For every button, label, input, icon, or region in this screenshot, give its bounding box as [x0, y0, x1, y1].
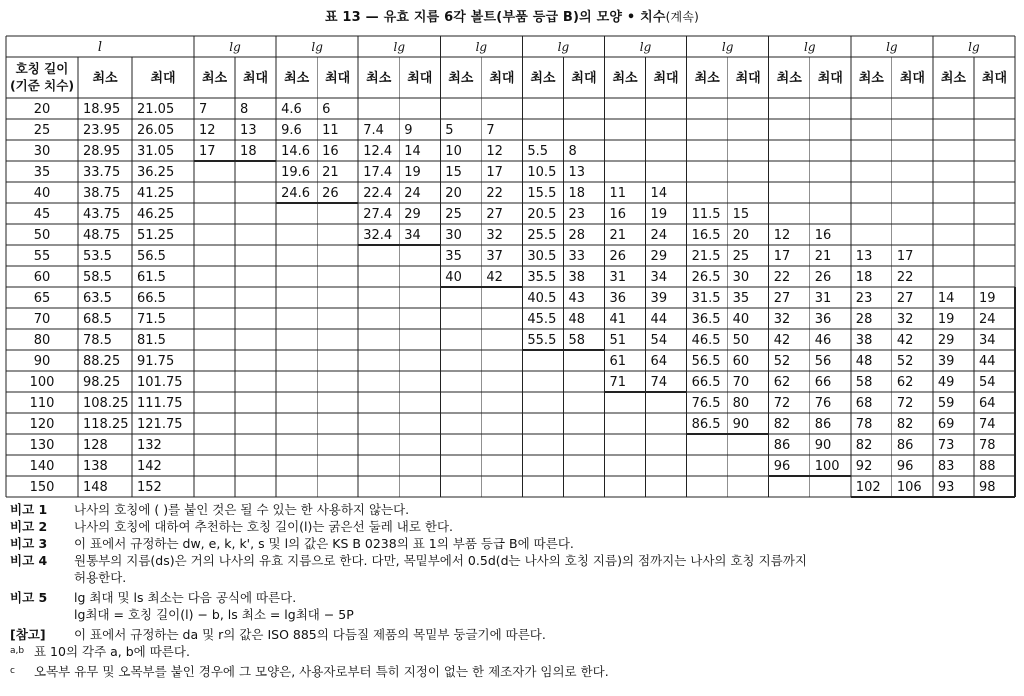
cell-lg-min: 20.5 [527, 207, 557, 222]
note-label: [참고] [10, 627, 46, 642]
cell-lg-min: 76.5 [691, 396, 721, 411]
cell-lg-min: 68 [855, 396, 873, 411]
cell-nominal: 65 [33, 291, 51, 306]
cell-lg-max: 62 [896, 375, 914, 390]
note-row [10, 501, 409, 518]
cell-lg-max: 66 [814, 375, 832, 390]
cell-lg-max: 29 [650, 249, 668, 264]
note-row [10, 589, 296, 606]
cell-lg-min: 7.4 [363, 123, 384, 138]
note-label: 비고 3 [10, 536, 48, 551]
cell-lg-min: 61 [609, 354, 627, 369]
cell-nominal: 30 [33, 144, 51, 159]
cell-lg-max: 42 [486, 270, 503, 285]
cell-lg-max: 22 [896, 270, 914, 285]
notes-section [10, 501, 1016, 694]
cell-lg-max: 37 [486, 249, 503, 264]
cell-lg-min: 46.5 [691, 333, 721, 348]
cell-l-min: 43.75 [83, 207, 121, 222]
cell-nominal: 25 [33, 123, 51, 138]
cell-lg-min: 83 [937, 459, 955, 474]
cell-l-max: 101.75 [137, 375, 183, 390]
cell-lg-min: 92 [855, 459, 873, 474]
header-lg-min: 최소 [284, 71, 310, 86]
cell-lg-max: 17 [486, 165, 503, 180]
header-lg-max: 최대 [899, 71, 925, 86]
cell-lg-min: 82 [855, 438, 873, 453]
cell-lg-min: 19.6 [281, 165, 311, 180]
note-text: lg 최대 및 ls 최소는 다음 공식에 따른다. [74, 590, 297, 605]
cell-lg-max: 90 [732, 417, 750, 432]
cell-lg-min: 86.5 [691, 417, 721, 432]
note-row [10, 606, 354, 623]
cell-l-max: 121.75 [137, 417, 183, 432]
cell-lg-max: 32 [896, 312, 914, 327]
header-lg-max: 최대 [407, 71, 433, 86]
cell-lg-max: 30 [732, 270, 750, 285]
cell-lg-min: 71 [609, 375, 627, 390]
cell-lg-min: 14 [937, 291, 955, 306]
cell-l-max: 66.5 [137, 291, 166, 306]
cell-lg-max: 106 [896, 480, 922, 495]
cell-lg-max: 24 [978, 312, 996, 327]
cell-lg-max: 19 [650, 207, 668, 222]
cell-nominal: 110 [29, 396, 55, 411]
cell-lg-min: 35 [445, 249, 462, 264]
cell-lg-min: 11.5 [691, 207, 721, 222]
note-text: 이 표에서 규정하는 da 및 r의 값은 ISO 885의 다듬질 제품의 목밑부 둥글기에 따른다. [74, 627, 546, 642]
header-lg: lg [229, 40, 241, 54]
cell-lg-max: 16 [814, 228, 832, 243]
cell-lg-min: 22 [773, 270, 791, 285]
note-label: 비고 1 [10, 502, 48, 517]
cell-l-min: 108.25 [83, 396, 129, 411]
cell-lg-max: 11 [322, 123, 339, 138]
cell-l-max: 61.5 [137, 270, 166, 285]
header-lg: lg [639, 40, 652, 54]
cell-l-min: 33.75 [83, 165, 121, 180]
cell-lg-max: 70 [732, 375, 750, 390]
cell-lg-max: 50 [732, 333, 750, 348]
cell-l-min: 48.75 [83, 228, 121, 243]
cell-l-min: 118.25 [83, 417, 129, 432]
note-text: 나사의 호칭에 ( )를 붙인 것은 될 수 있는 한 사용하지 않는다. [74, 502, 410, 517]
cell-lg-max: 17 [896, 249, 914, 264]
header-lg: lg [803, 40, 816, 54]
cell-lg-min: 48 [855, 354, 873, 369]
cell-l-min: 53.5 [83, 249, 112, 264]
cell-nominal: 55 [33, 249, 51, 264]
cell-l-min: 68.5 [83, 312, 112, 327]
cell-lg-min: 45.5 [527, 312, 557, 327]
cell-l-max: 41.25 [137, 186, 175, 201]
header-lg-min: 최소 [776, 71, 802, 86]
cell-lg-max: 96 [896, 459, 914, 474]
cell-lg-max: 46 [814, 333, 832, 348]
header-lg-max: 최대 [489, 71, 515, 86]
cell-nominal: 40 [33, 186, 51, 201]
cell-lg-min: 23 [855, 291, 873, 306]
cell-lg-min: 14.6 [281, 144, 311, 159]
note-row [10, 643, 190, 660]
cell-lg-min: 38 [855, 333, 873, 348]
cell-lg-min: 12.4 [363, 144, 393, 159]
cell-l-max: 71.5 [137, 312, 166, 327]
cell-l-max: 31.05 [137, 144, 175, 159]
cell-l-max: 111.75 [137, 396, 183, 411]
cell-lg-min: 31.5 [691, 291, 721, 306]
cell-lg-max: 24 [650, 228, 668, 243]
cell-lg-min: 32.4 [363, 228, 393, 243]
note-label: a,b [10, 646, 25, 656]
cell-lg-min: 10 [445, 144, 462, 159]
header-lg-min: 최소 [940, 71, 966, 86]
cell-nominal: 140 [29, 459, 55, 474]
cell-lg-max: 60 [732, 354, 750, 369]
cell-l-min: 98.25 [83, 375, 121, 390]
cell-nominal: 80 [33, 333, 51, 348]
cell-l-max: 46.25 [137, 207, 175, 222]
cell-l-max: 81.5 [137, 333, 166, 348]
cell-lg-max: 80 [732, 396, 750, 411]
cell-lg-max: 18 [568, 186, 585, 201]
header-lg: lg [721, 40, 734, 54]
cell-nominal: 100 [29, 375, 55, 390]
cell-lg-max: 42 [896, 333, 914, 348]
cell-lg-max: 76 [814, 396, 832, 411]
cell-lg-max: 48 [568, 312, 585, 327]
cell-lg-max: 82 [896, 417, 914, 432]
cell-lg-max: 15 [732, 207, 750, 222]
header-lg-max: 최대 [817, 71, 843, 86]
cell-lg-min: 15.5 [527, 186, 557, 201]
cell-lg-min: 10.5 [527, 165, 557, 180]
cell-l-min: 28.95 [83, 144, 121, 159]
note-row [10, 626, 546, 643]
cell-lg-max: 8 [240, 102, 249, 117]
cell-lg-min: 51 [609, 333, 627, 348]
cell-lg-max: 19 [404, 165, 421, 180]
cell-l-max: 26.05 [137, 123, 175, 138]
note-row [10, 569, 126, 586]
cell-l-min: 58.5 [83, 270, 112, 285]
note-label: 비고 5 [10, 590, 48, 605]
cell-lg-min: 29 [937, 333, 955, 348]
cell-nominal: 70 [33, 312, 51, 327]
cell-lg-max: 26 [322, 186, 339, 201]
cell-lg-max: 29 [404, 207, 421, 222]
cell-lg-max: 18 [240, 144, 257, 159]
cell-lg-min: 78 [855, 417, 873, 432]
cell-lg-min: 73 [937, 438, 955, 453]
cell-lg-max: 34 [650, 270, 668, 285]
cell-lg-max: 13 [568, 165, 585, 180]
cell-nominal: 35 [33, 165, 51, 180]
cell-lg-max: 54 [978, 375, 996, 390]
header-lg-min: 최소 [612, 71, 638, 86]
cell-l-min: 63.5 [83, 291, 112, 306]
cell-lg-min: 31 [609, 270, 627, 285]
cell-lg-max: 21 [322, 165, 339, 180]
note-text: 허용한다. [74, 570, 127, 585]
cell-lg-max: 90 [814, 438, 832, 453]
cell-nominal: 20 [33, 102, 51, 117]
cell-lg-min: 49 [937, 375, 955, 390]
note-row [10, 552, 807, 569]
cell-lg-min: 26.5 [691, 270, 721, 285]
cell-l-min: 148 [83, 480, 108, 495]
cell-nominal: 50 [33, 228, 51, 243]
cell-lg-max: 98 [978, 480, 996, 495]
cell-lg-max: 34 [978, 333, 996, 348]
cell-lg-max: 54 [650, 333, 668, 348]
header-lg: lg [886, 40, 898, 54]
cell-lg-max: 20 [732, 228, 750, 243]
cell-lg-min: 82 [773, 417, 791, 432]
header-lg: lg [475, 40, 488, 54]
cell-lg-min: 18 [855, 270, 873, 285]
cell-lg-min: 16 [609, 207, 627, 222]
cell-l-min: 38.75 [83, 186, 121, 201]
header-lg-min: 최소 [530, 71, 556, 86]
table-title-main: 표 13 — 유효 지름 6각 볼트(부품 등급 B)의 모양 • 치수 [324, 10, 666, 25]
cell-lg-min: 55.5 [527, 333, 557, 348]
cell-lg-max: 56 [814, 354, 832, 369]
header-l: l [97, 40, 103, 55]
cell-lg-max: 26 [814, 270, 832, 285]
cell-lg-min: 27.4 [363, 207, 393, 222]
cell-lg-max: 74 [978, 417, 996, 432]
cell-lg-min: 16.5 [691, 228, 721, 243]
header-nominal-basis: (기준 치수) [9, 78, 75, 93]
cell-lg-min: 58 [855, 375, 873, 390]
cell-lg-max: 27 [896, 291, 914, 306]
cell-nominal: 120 [29, 417, 55, 432]
cell-lg-min: 36.5 [691, 312, 721, 327]
cell-lg-max: 12 [486, 144, 503, 159]
cell-lg-min: 17 [199, 144, 216, 159]
cell-lg-min: 9.6 [281, 123, 302, 138]
cell-lg-max: 28 [568, 228, 585, 243]
cell-nominal: 150 [29, 480, 55, 495]
cell-lg-min: 41 [609, 312, 627, 327]
cell-lg-min: 11 [609, 186, 627, 201]
table-title-suffix: (계속) [665, 10, 700, 24]
cell-lg-min: 30.5 [527, 249, 557, 264]
header-nominal-length: 호칭 길이 [15, 61, 69, 76]
cell-lg-min: 96 [773, 459, 791, 474]
header-lg-min: 최소 [448, 71, 474, 86]
cell-lg-min: 35.5 [527, 270, 557, 285]
note-text: 오목부 유무 및 오목부를 붙인 경우에 그 모양은, 사용자로부터 특히 지정이 없는 한 제조자가 임의로 한다. [34, 664, 609, 679]
cell-l-min: 23.95 [83, 123, 121, 138]
cell-lg-min: 27 [773, 291, 791, 306]
cell-l-max: 152 [137, 480, 162, 495]
cell-lg-min: 28 [855, 312, 873, 327]
header-l-max: 최대 [150, 71, 176, 86]
cell-lg-min: 13 [855, 249, 873, 264]
cell-lg-min: 4.6 [281, 102, 302, 117]
header-lg: lg [968, 40, 980, 54]
cell-lg-max: 39 [650, 291, 668, 306]
cell-lg-max: 34 [404, 228, 421, 243]
cell-lg-min: 17 [773, 249, 791, 264]
cell-lg-max: 36 [814, 312, 832, 327]
cell-nominal: 45 [33, 207, 51, 222]
cell-lg-min: 86 [773, 438, 791, 453]
cell-lg-max: 44 [650, 312, 668, 327]
cell-lg-min: 25 [445, 207, 462, 222]
cell-lg-max: 31 [814, 291, 832, 306]
cell-lg-min: 30 [445, 228, 462, 243]
cell-lg-min: 36 [609, 291, 627, 306]
cell-lg-min: 25.5 [527, 228, 557, 243]
cell-lg-max: 86 [814, 417, 832, 432]
cell-lg-max: 13 [240, 123, 257, 138]
cell-nominal: 90 [33, 354, 51, 369]
cell-lg-min: 32 [773, 312, 791, 327]
cell-lg-max: 9 [404, 123, 413, 138]
cell-lg-max: 6 [322, 102, 331, 117]
cell-lg-max: 27 [486, 207, 503, 222]
cell-lg-min: 20 [445, 186, 462, 201]
cell-lg-max: 52 [896, 354, 914, 369]
cell-l-min: 18.95 [83, 102, 121, 117]
cell-lg-min: 21 [609, 228, 627, 243]
cell-lg-max: 21 [814, 249, 832, 264]
cell-lg-max: 64 [978, 396, 996, 411]
cell-lg-min: 5.5 [527, 144, 549, 159]
header-lg-max: 최대 [735, 71, 761, 86]
cell-nominal: 130 [29, 438, 55, 453]
cell-lg-max: 35 [732, 291, 750, 306]
note-label: c [10, 666, 15, 676]
header-lg: lg [557, 40, 570, 54]
cell-lg-max: 7 [486, 123, 495, 138]
header-lg-max: 최대 [653, 71, 679, 86]
cell-lg-min: 7 [199, 102, 208, 117]
cell-lg-min: 40 [445, 270, 462, 285]
cell-lg-min: 21.5 [691, 249, 721, 264]
note-text: lg최대 = 호칭 길이(l) − b, ls 최소 = lg최대 − 5P [74, 607, 354, 622]
cell-l-max: 21.05 [137, 102, 175, 117]
cell-lg-max: 33 [568, 249, 585, 264]
cell-lg-min: 22.4 [363, 186, 393, 201]
cell-lg-min: 72 [773, 396, 791, 411]
cell-lg-max: 14 [650, 186, 668, 201]
cell-lg-max: 16 [322, 144, 339, 159]
cell-lg-max: 44 [978, 354, 996, 369]
cell-lg-max: 74 [650, 375, 668, 390]
cell-lg-max: 72 [896, 396, 914, 411]
cell-nominal: 60 [33, 270, 51, 285]
note-row [10, 535, 574, 552]
header-lg-max: 최대 [571, 71, 597, 86]
note-row [10, 663, 609, 680]
cell-lg-max: 88 [978, 459, 996, 474]
cell-lg-max: 86 [896, 438, 914, 453]
header-lg-max: 최대 [243, 71, 269, 86]
header-lg: lg [311, 40, 323, 54]
cell-l-max: 132 [137, 438, 162, 453]
cell-l-min: 78.5 [83, 333, 112, 348]
cell-lg-min: 93 [937, 480, 955, 495]
cell-l-max: 56.5 [137, 249, 166, 264]
note-row [10, 518, 453, 535]
cell-lg-min: 102 [855, 480, 881, 495]
note-text: 이 표에서 규정하는 dw, e, k, k', s 및 l의 값은 KS B 0238의 표 1의 부품 등급 B에 따른다. [74, 536, 574, 551]
note-text: 원통부의 지름(ds)은 거의 나사의 유효 지름으로 한다. 다만, 목밑부에서 0.5d(d는 나사의 호칭 지름)의 점까지는 나사의 호칭 지름까지 [74, 553, 807, 568]
note-label: 비고 4 [10, 553, 48, 568]
cell-lg-max: 100 [814, 459, 840, 474]
note-label: 비고 2 [10, 519, 48, 534]
cell-lg-min: 39 [937, 354, 955, 369]
cell-lg-max: 64 [650, 354, 668, 369]
header-lg-min: 최소 [366, 71, 392, 86]
header-l-min: 최소 [92, 71, 118, 86]
cell-lg-min: 66.5 [691, 375, 721, 390]
header-lg-min: 최소 [694, 71, 720, 86]
cell-lg-min: 5 [445, 123, 454, 138]
cell-lg-min: 24.6 [281, 186, 311, 201]
cell-l-min: 88.25 [83, 354, 121, 369]
cell-lg-min: 15 [445, 165, 462, 180]
cell-l-max: 91.75 [137, 354, 175, 369]
cell-lg-max: 25 [732, 249, 750, 264]
cell-lg-max: 43 [568, 291, 585, 306]
cell-lg-min: 17.4 [363, 165, 393, 180]
cell-lg-max: 40 [732, 312, 750, 327]
cell-l-min: 138 [83, 459, 108, 474]
cell-l-min: 128 [83, 438, 108, 453]
cell-l-max: 142 [137, 459, 162, 474]
cell-lg-max: 32 [486, 228, 503, 243]
cell-lg-min: 19 [937, 312, 955, 327]
header-lg-min: 최소 [858, 71, 884, 86]
cell-l-max: 36.25 [137, 165, 175, 180]
note-text: 표 10의 각주 a, b에 따른다. [34, 644, 190, 659]
cell-lg-max: 24 [404, 186, 421, 201]
note-text: 나사의 호칭에 대하여 추천하는 호칭 길이(l)는 굵은선 둘레 내로 한다. [74, 519, 453, 534]
cell-lg-max: 14 [404, 144, 421, 159]
cell-lg-min: 40.5 [527, 291, 557, 306]
cell-lg-min: 52 [773, 354, 791, 369]
cell-lg-max: 38 [568, 270, 585, 285]
header-lg-min: 최소 [201, 71, 228, 86]
header-lg-max: 최대 [981, 71, 1008, 86]
cell-lg-min: 69 [937, 417, 955, 432]
cell-l-max: 51.25 [137, 228, 175, 243]
cell-lg-max: 23 [568, 207, 585, 222]
cell-lg-max: 78 [978, 438, 996, 453]
cell-lg-max: 19 [978, 291, 996, 306]
cell-lg-max: 22 [486, 186, 503, 201]
cell-lg-max: 8 [568, 144, 577, 159]
cell-lg-min: 12 [773, 228, 791, 243]
header-lg-max: 최대 [325, 71, 351, 86]
cell-lg-min: 42 [773, 333, 791, 348]
cell-lg-min: 26 [609, 249, 627, 264]
cell-lg-min: 12 [199, 123, 216, 138]
cell-lg-min: 59 [937, 396, 955, 411]
header-lg: lg [393, 40, 406, 54]
cell-lg-min: 56.5 [691, 354, 721, 369]
cell-lg-min: 62 [773, 375, 791, 390]
cell-lg-max: 58 [568, 333, 585, 348]
